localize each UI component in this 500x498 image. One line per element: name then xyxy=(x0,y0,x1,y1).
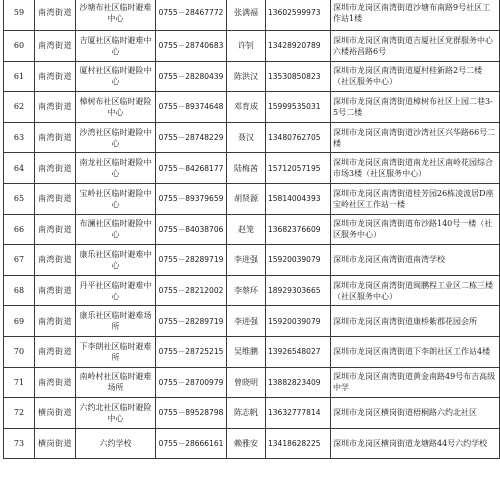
office-phone: 0755－89374648 xyxy=(156,92,227,123)
contact-person: 邓育成 xyxy=(227,92,266,123)
street-name: 南湾街道 xyxy=(35,336,76,367)
row-number: 73 xyxy=(4,428,35,459)
shelter-address: 深圳市龙岗区南湾街道沙塘布南路9号社区工作站1楼 xyxy=(331,0,500,31)
shelter-address: 深圳市龙岗区横岗街道龙塘路44号六约学校 xyxy=(331,428,500,459)
shelter-name: 厦村社区临时避险中心 xyxy=(76,61,156,92)
row-number: 69 xyxy=(4,306,35,337)
row-number: 65 xyxy=(4,183,35,214)
mobile-phone: 13480762705 xyxy=(266,122,331,153)
office-phone: 0755－84038706 xyxy=(156,214,227,245)
contact-person: 聂汉 xyxy=(227,122,266,153)
table-row xyxy=(4,31,500,62)
contact-person: 李进强 xyxy=(227,306,266,337)
contact-person: 张满福 xyxy=(227,0,266,31)
table-row xyxy=(4,0,500,31)
shelter-name: 康乐社区临时避难场所 xyxy=(76,306,156,337)
mobile-phone: 13632777814 xyxy=(266,398,331,429)
shelter-address: 深圳市龙岗区南湾街道樟树布社区上园二巷3-5号二楼 xyxy=(331,92,500,123)
street-name: 南湾街道 xyxy=(35,153,76,184)
office-phone: 0755－28280439 xyxy=(156,61,227,92)
shelter-name: 六约北社区临时避险中心 xyxy=(76,398,156,429)
table-row xyxy=(4,92,500,123)
street-name: 南湾街道 xyxy=(35,214,76,245)
table-row xyxy=(4,275,500,306)
street-name: 南湾街道 xyxy=(35,122,76,153)
row-number: 59 xyxy=(4,0,35,31)
mobile-phone: 15920039079 xyxy=(266,245,331,276)
table-row xyxy=(4,428,500,459)
mobile-phone: 15920039079 xyxy=(266,306,331,337)
shelter-address: 深圳市龙岗区南湾街道沙湾社区兴华路66号二楼 xyxy=(331,122,500,153)
mobile-phone: 15814004393 xyxy=(266,183,331,214)
office-phone: 0755－28700979 xyxy=(156,367,227,398)
mobile-phone: 18929303665 xyxy=(266,275,331,306)
street-name: 南湾街道 xyxy=(35,245,76,276)
shelter-address: 深圳市龙岗区南湾街道布沙路140号一楼（社区服务中心） xyxy=(331,214,500,245)
office-phone: 0755－28725215 xyxy=(156,336,227,367)
office-phone: 0755－28467772 xyxy=(156,0,227,31)
table-row xyxy=(4,214,500,245)
office-phone: 0755－28740683 xyxy=(156,31,227,62)
contact-person: 李蔡环 xyxy=(227,275,266,306)
contact-person: 胡贤源 xyxy=(227,183,266,214)
street-name: 南湾街道 xyxy=(35,92,76,123)
shelter-name: 布澜社区临时避险中心 xyxy=(76,214,156,245)
shelter-address: 深圳市龙岗区南湾街道康桥紫郡花园会所 xyxy=(331,306,500,337)
shelter-table-body xyxy=(4,0,500,459)
shelter-name: 南龙社区临时避险中心 xyxy=(76,153,156,184)
shelter-address: 深圳市龙岗区横岗街道梧桐路六约北社区 xyxy=(331,398,500,429)
shelter-name: 康乐社区临时避难中心 xyxy=(76,245,156,276)
table-row xyxy=(4,306,500,337)
mobile-phone: 13428920789 xyxy=(266,31,331,62)
table-row xyxy=(4,183,500,214)
street-name: 横岗街道 xyxy=(35,398,76,429)
office-phone: 0755－28748229 xyxy=(156,122,227,153)
row-number: 60 xyxy=(4,31,35,62)
table-row xyxy=(4,153,500,184)
office-phone: 0755－89528798 xyxy=(156,398,227,429)
row-number: 71 xyxy=(4,367,35,398)
shelter-table xyxy=(3,0,500,459)
row-number: 61 xyxy=(4,61,35,92)
shelter-address: 深圳市龙岗区南湾街道闽鹏程工业区二栋三楼（社区服务中心） xyxy=(331,275,500,306)
street-name: 南湾街道 xyxy=(35,31,76,62)
mobile-phone: 13602599973 xyxy=(266,0,331,31)
shelter-name: 下李朗社区临时避难所 xyxy=(76,336,156,367)
contact-person: 吴维鹏 xyxy=(227,336,266,367)
office-phone: 0755－28289719 xyxy=(156,245,227,276)
shelter-address: 深圳市龙岗区南湾街道南龙社区南岭花园综合市场3楼（社区服务中心） xyxy=(331,153,500,184)
shelter-name: 六约学校 xyxy=(76,428,156,459)
contact-person: 赵笼 xyxy=(227,214,266,245)
mobile-phone: 13418628225 xyxy=(266,428,331,459)
mobile-phone: 13530850823 xyxy=(266,61,331,92)
row-number: 64 xyxy=(4,153,35,184)
row-number: 70 xyxy=(4,336,35,367)
mobile-phone: 15999535031 xyxy=(266,92,331,123)
shelter-name: 樟树布社区临时避险中心 xyxy=(76,92,156,123)
shelter-address: 深圳市龙岗区南湾街道桂芳园26栋凌波居D座宝岭社区工作站一楼 xyxy=(331,183,500,214)
table-row xyxy=(4,398,500,429)
contact-person: 许钊 xyxy=(227,31,266,62)
mobile-phone: 13682376609 xyxy=(266,214,331,245)
office-phone: 0755－28666161 xyxy=(156,428,227,459)
row-number: 62 xyxy=(4,92,35,123)
street-name: 南湾街道 xyxy=(35,0,76,31)
shelter-address: 深圳市龙岗区南湾街道黄金南路49号布吉高级中学 xyxy=(331,367,500,398)
shelter-name: 沙湾社区临时避险中心 xyxy=(76,122,156,153)
shelter-name: 宝岭社区临时避险中心 xyxy=(76,183,156,214)
row-number: 67 xyxy=(4,245,35,276)
shelter-name: 丹平社区临时避难中心 xyxy=(76,275,156,306)
office-phone: 0755－89379659 xyxy=(156,183,227,214)
contact-person: 陈志帆 xyxy=(227,398,266,429)
contact-person: 赖雅安 xyxy=(227,428,266,459)
table-row xyxy=(4,61,500,92)
contact-person: 曾晓明 xyxy=(227,367,266,398)
table-row xyxy=(4,336,500,367)
office-phone: 0755－84268177 xyxy=(156,153,227,184)
row-number: 63 xyxy=(4,122,35,153)
contact-person: 陆梅茜 xyxy=(227,153,266,184)
table-row xyxy=(4,245,500,276)
street-name: 南湾街道 xyxy=(35,367,76,398)
shelter-name: 吉厦社区临时避难中心 xyxy=(76,31,156,62)
shelter-address: 深圳市龙岗区南湾街道下李朗社区工作站4楼 xyxy=(331,336,500,367)
street-name: 南湾街道 xyxy=(35,306,76,337)
row-number: 72 xyxy=(4,398,35,429)
office-phone: 0755－28289719 xyxy=(156,306,227,337)
shelter-address: 深圳市龙岗区南湾街道南湾学校 xyxy=(331,245,500,276)
shelter-address: 深圳市龙岗区南湾街道吉厦社区党群服务中心六楼裕昌路6号 xyxy=(331,31,500,62)
street-name: 南湾街道 xyxy=(35,275,76,306)
shelter-address: 深圳市龙岗区南湾街道厦村桂新路2号二楼（社区服务中心） xyxy=(331,61,500,92)
table-row xyxy=(4,367,500,398)
row-number: 68 xyxy=(4,275,35,306)
street-name: 南湾街道 xyxy=(35,183,76,214)
shelter-name: 沙塘布社区临时避难中心 xyxy=(76,0,156,31)
contact-person: 李进强 xyxy=(227,245,266,276)
table-row xyxy=(4,122,500,153)
mobile-phone: 13882823409 xyxy=(266,367,331,398)
office-phone: 0755－28212002 xyxy=(156,275,227,306)
contact-person: 陈洪汉 xyxy=(227,61,266,92)
shelter-name: 南岭村社区临时避难场所 xyxy=(76,367,156,398)
row-number: 66 xyxy=(4,214,35,245)
street-name: 横岗街道 xyxy=(35,428,76,459)
mobile-phone: 13926548027 xyxy=(266,336,331,367)
street-name: 南湾街道 xyxy=(35,61,76,92)
mobile-phone: 15712057195 xyxy=(266,153,331,184)
